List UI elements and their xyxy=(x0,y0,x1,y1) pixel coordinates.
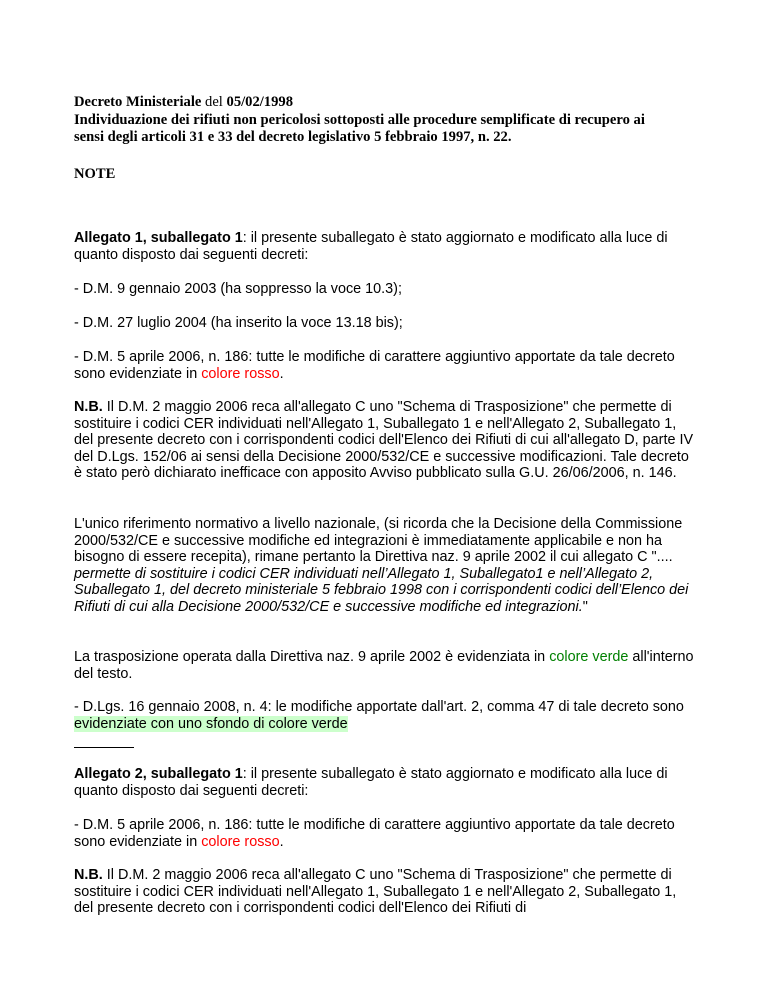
a1-reference-quote: permette di sostituire i codici CER individuati nell’Allegato 1, Suballegato1 e nell’Allegato 2, Suballegato 1, del decreto ministeriale 5 febbraio 1998 con i corrispondenti codici dell’Elenco dei Rifiuti di cui alla Decisione 2000/532/CE e successive modifiche ed integrazioni. xyxy=(74,565,689,615)
decree-type: Decreto Ministeriale xyxy=(74,94,202,110)
a1-heading: Allegato 1, suballegato 1 xyxy=(74,230,243,246)
a2-item-1-end: . xyxy=(279,833,284,850)
note-heading: NOTE xyxy=(74,166,116,182)
a1-intro xyxy=(74,230,694,263)
title-line-2: Individuazione dei rifiuti non pericolosi sottoposti alle procedure semplificate di recupero ai xyxy=(74,111,645,128)
a1-item-2: - D.M. 27 luglio 2004 (ha inserito la voce 13.18 bis); xyxy=(74,315,403,331)
title-line-3: sensi degli articoli 31 e 33 del decreto legislativo 5 febbraio 1997, n. 22. xyxy=(74,129,512,145)
title-line-1 xyxy=(74,94,645,112)
a1-reference xyxy=(74,516,694,616)
a2-nb xyxy=(74,867,694,917)
a1-transposition-end: all'interno del testo. xyxy=(74,649,694,682)
section-divider xyxy=(74,747,134,748)
a1-reference-end: " xyxy=(582,598,588,615)
a1-nb-text: Il D.M. 2 maggio 2006 reca all'allegato C uno "Schema di Trasposizione" che permette di sostituire i codici CER individuati nell'Allegato 1, Suballegato 1 e nell'Allegato 2, Suballegato 1, del presente decreto con i corrispondenti codici dell'Elenco dei Rifiuti di cui all'allegato D, parte IV del D.Lgs. 152/06 ai sensi della Decisione 2000/532/CE e successive modificazioni. Tale decreto è stato però dichiarato inefficace con apposito Avviso pubblicato sulla G.U. 26/06/2006, n. 146. xyxy=(74,399,694,482)
a1-dlgs-text: - D.Lgs. 16 gennaio 2008, n. 4: le modifiche apportate dall'art. 2, comma 47 di tale decreto sono xyxy=(74,699,684,715)
green-background-highlight: evidenziate con uno sfondo di colore verde xyxy=(74,715,348,732)
a2-item-1-text: - D.M. 5 aprile 2006, n. 186: tutte le modifiche di carattere aggiuntivo apportate da tale decreto sono evidenziate in xyxy=(74,817,675,850)
a1-reference-text: L'unico riferimento normativo a livello nazionale, (si ricorda che la Decisione della Commissione 2000/532/CE e successive modifiche ed integrazioni è immediatamente applicabile e non ha bisogno di essere recepita), rimane pertanto la Direttiva naz. 9 aprile 2002 il cui allegato C ".... xyxy=(74,516,683,566)
a1-item-3 xyxy=(74,349,694,382)
decree-date: 05/02/1998 xyxy=(226,94,293,110)
a1-item-3-text: - D.M. 5 aprile 2006, n. 186: tutte le modifiche di carattere aggiuntivo apportate da tale decreto sono evidenziate in xyxy=(74,349,675,382)
document-title xyxy=(74,94,645,147)
a1-item-1: - D.M. 9 gennaio 2003 (ha soppresso la voce 10.3); xyxy=(74,281,402,297)
a2-nb-label: N.B. xyxy=(74,867,103,883)
red-color-label: colore rosso xyxy=(201,365,280,382)
a1-transposition-text: La trasposizione operata dalla Direttiva naz. 9 aprile 2002 è evidenziata in xyxy=(74,649,550,665)
green-color-label: colore verde xyxy=(549,649,629,665)
a2-intro-text: : il presente suballegato è stato aggiornato e modificato alla luce di quanto disposto dai seguenti decreti: xyxy=(74,766,668,799)
a2-heading: Allegato 2, suballegato 1 xyxy=(74,766,243,782)
red-color-label-2: colore rosso xyxy=(201,833,280,850)
a1-intro-text: : il presente suballegato è stato aggiornato e modificato alla luce di quanto disposto dai seguenti decreti: xyxy=(74,230,668,263)
a1-nb xyxy=(74,399,694,482)
title-connector: del xyxy=(201,94,227,110)
a2-item-1 xyxy=(74,817,694,850)
a2-nb-text: Il D.M. 2 maggio 2006 reca all'allegato C uno "Schema di Trasposizione" che permette di sostituire i codici CER individuati nell'Allegato 1, Suballegato 1 e nell'Allegato 2, Suballegato 1, del presente decreto con i corrispondenti codici dell'Elenco dei Rifiuti di xyxy=(74,867,677,917)
a1-dlgs xyxy=(74,699,694,732)
a1-item-3-end: . xyxy=(279,365,284,382)
a1-transposition xyxy=(74,649,694,682)
a1-nb-label: N.B. xyxy=(74,399,103,415)
a2-intro xyxy=(74,766,694,799)
